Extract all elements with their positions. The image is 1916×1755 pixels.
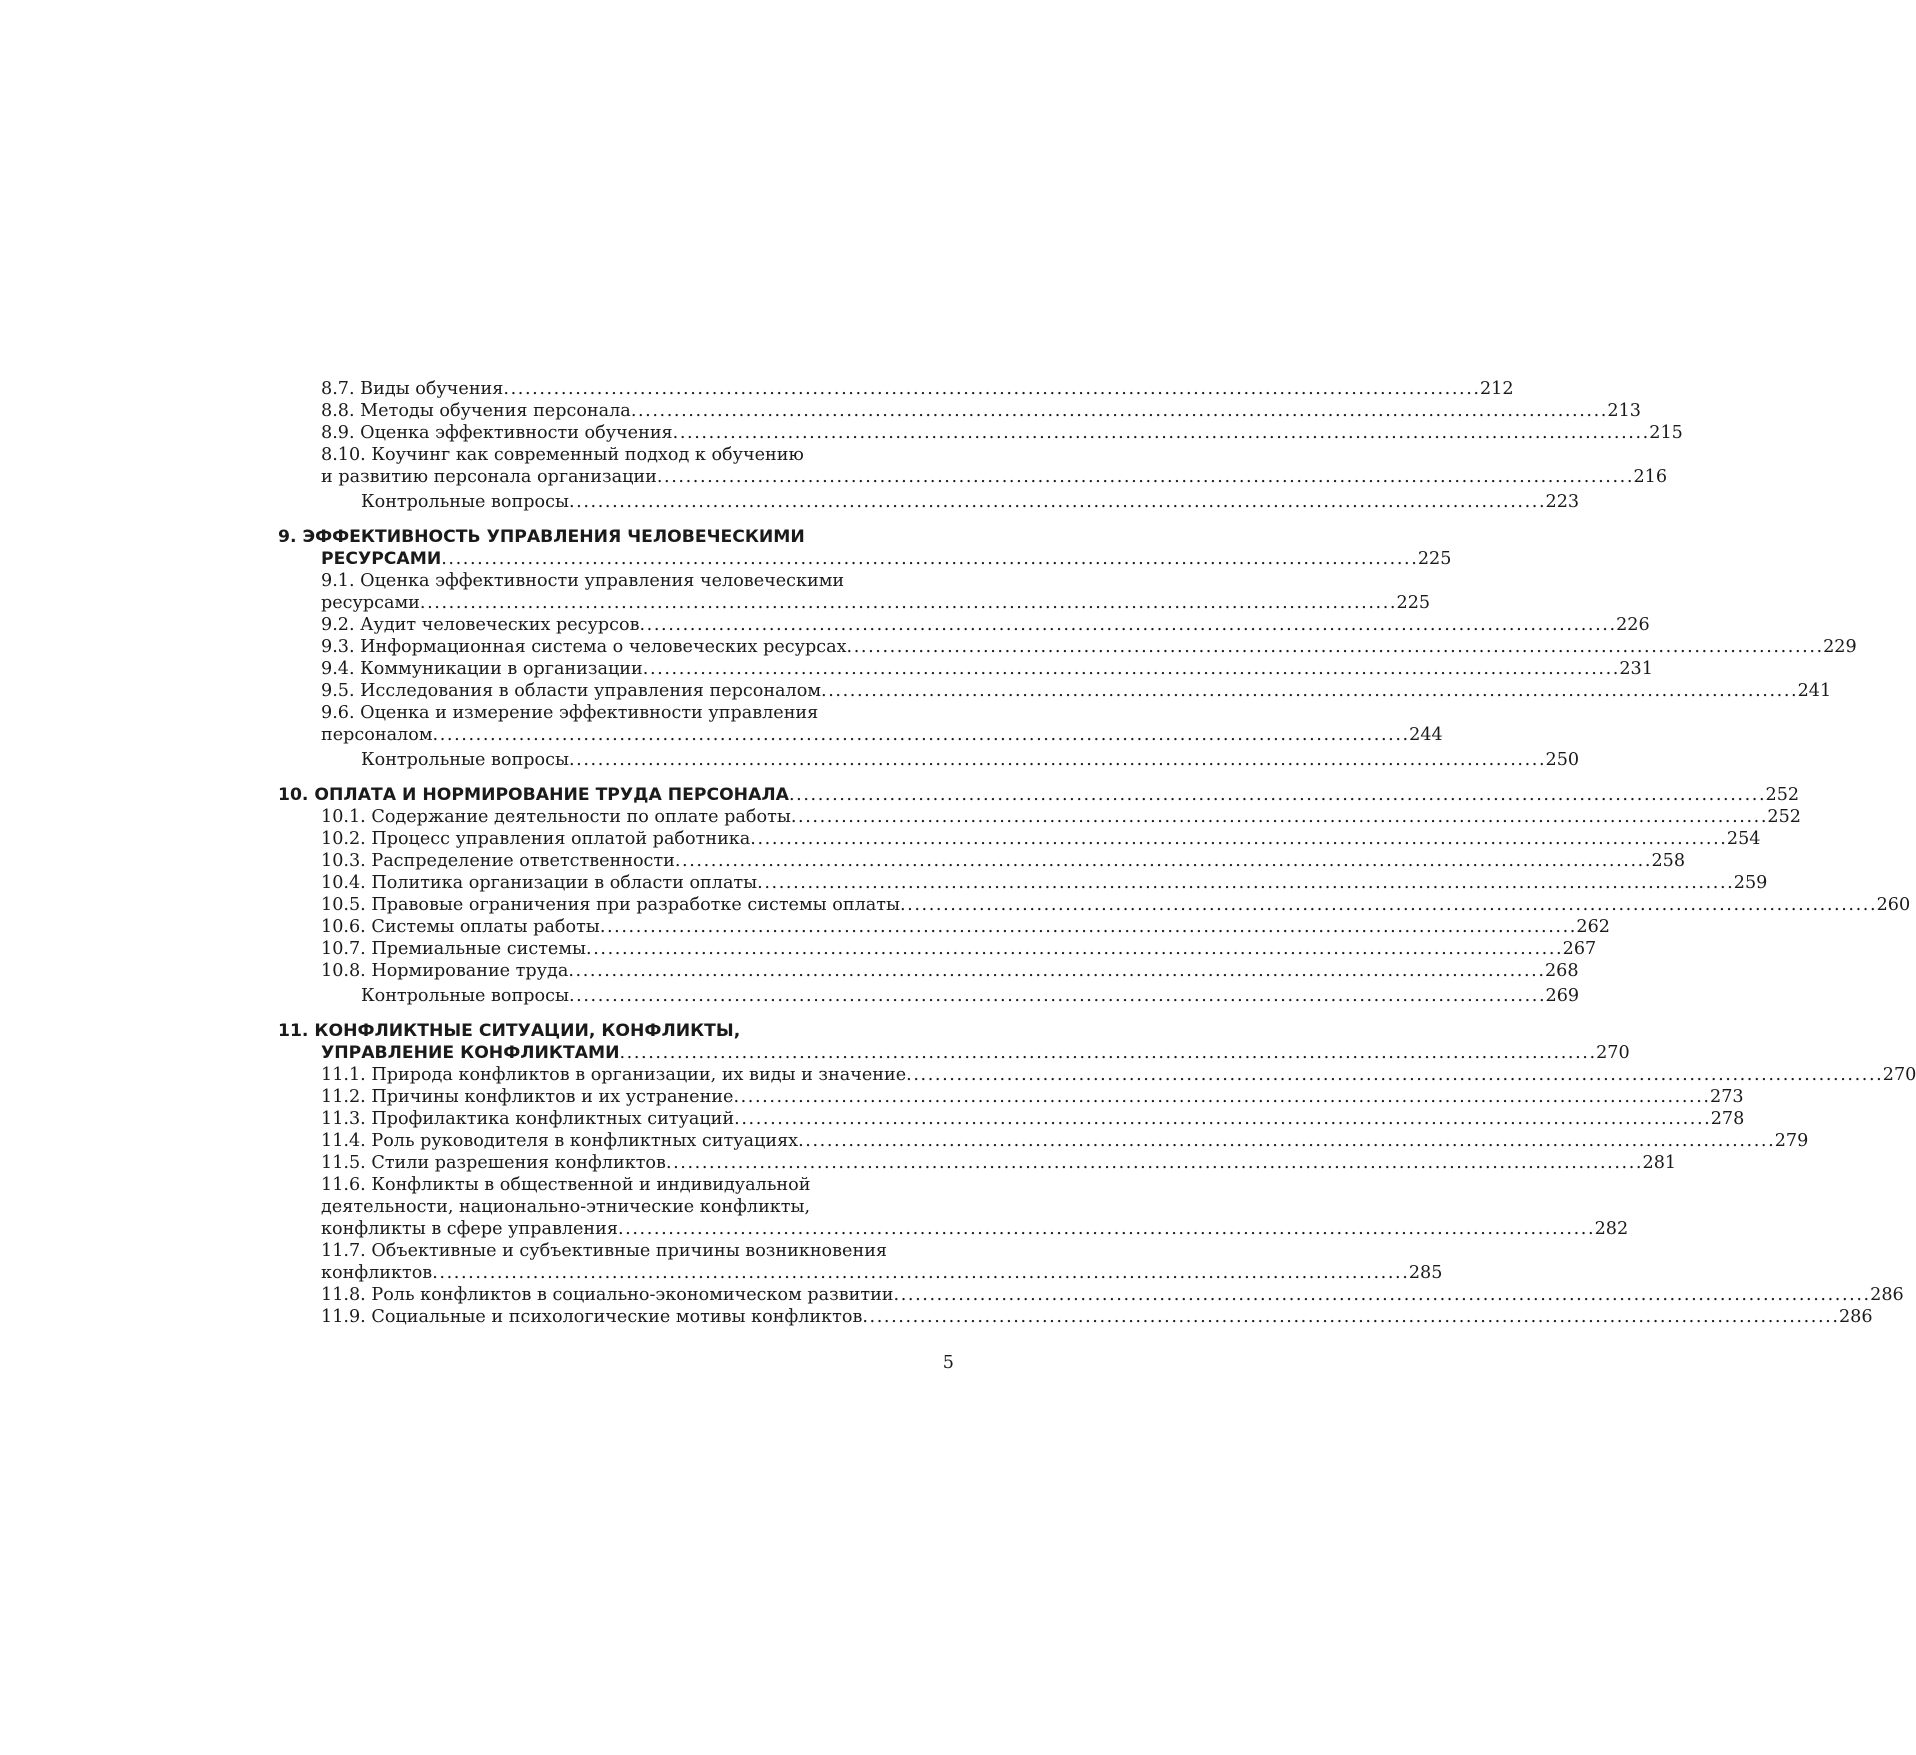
dot-leader xyxy=(847,636,1821,658)
toc-entry-page: 229 xyxy=(1823,637,1857,657)
toc-entry-title: 10.2. Процесс управления оплатой работника xyxy=(321,829,751,849)
toc-entry-page: 213 xyxy=(1607,401,1641,421)
toc-entry[interactable] xyxy=(278,1086,1744,1108)
toc-entry[interactable] xyxy=(278,680,1832,702)
dot-leader xyxy=(734,1108,1708,1130)
toc-entry-page: 281 xyxy=(1642,1153,1677,1173)
dot-leader xyxy=(862,1306,1836,1328)
toc-entry[interactable] xyxy=(278,400,1641,422)
dot-leader xyxy=(673,422,1647,444)
toc-entry-page: 254 xyxy=(1726,829,1761,849)
toc-entry-page: 231 xyxy=(1619,659,1653,679)
toc-entry-page: 212 xyxy=(1479,379,1514,399)
toc-entry-page: 225 xyxy=(1417,549,1452,569)
toc-entry[interactable] xyxy=(278,806,1802,828)
toc-chapter[interactable] xyxy=(278,1020,1630,1064)
toc-entry-title: 9.2. Аудит человеческих ресурсов xyxy=(321,615,640,635)
toc-entry-page: 215 xyxy=(1649,423,1683,443)
toc-entry[interactable] xyxy=(278,828,1761,850)
toc-entry[interactable] xyxy=(278,960,1579,982)
dot-leader xyxy=(750,828,1724,850)
toc-entry-title: 8.7. Виды обучения xyxy=(321,379,504,399)
table-of-contents xyxy=(278,378,1916,1328)
toc-entry-title: 11.8. Роль конфликтов в социально-экономическом развитии xyxy=(321,1285,894,1305)
toc-chapter-title-line: 9. ЭФФЕКТИВНОСТЬ УПРАВЛЕНИЯ ЧЕЛОВЕЧЕСКИМИ xyxy=(278,527,805,547)
dot-leader xyxy=(900,894,1874,916)
toc-entry-title: Контрольные вопросы xyxy=(361,750,569,770)
dot-leader xyxy=(441,548,1415,570)
toc-entry-title: 11.3. Профилактика конфликтных ситуаций xyxy=(321,1109,735,1129)
toc-entry-page: 278 xyxy=(1710,1109,1745,1129)
dot-leader xyxy=(600,916,1574,938)
toc-entry-title: 11.2. Причины конфликтов и их устранение xyxy=(321,1087,734,1107)
toc-entry-review-questions[interactable] xyxy=(278,749,1580,771)
dot-leader xyxy=(821,680,1795,702)
dot-leader xyxy=(733,1086,1707,1108)
toc-entry-page: 252 xyxy=(1765,785,1800,805)
toc-entry-page: 250 xyxy=(1545,750,1580,770)
toc-entry-title: 8.9. Оценка эффективности обучения xyxy=(321,423,673,443)
dot-leader xyxy=(639,614,1613,636)
toc-entry-title-line: 9.1. Оценка эффективности управления человеческими xyxy=(321,571,845,591)
dot-leader xyxy=(503,378,1477,400)
page-number: 5 xyxy=(942,1353,954,1373)
dot-leader xyxy=(643,658,1617,680)
toc-entry[interactable] xyxy=(278,636,1857,658)
toc-entry-page: 216 xyxy=(1633,467,1668,487)
toc-entry-page: 270 xyxy=(1596,1043,1630,1063)
toc-entry[interactable] xyxy=(278,702,1443,746)
dot-leader xyxy=(666,1152,1640,1174)
toc-entry[interactable] xyxy=(278,570,1431,614)
toc-entry-title: 11.4. Роль руководителя в конфликтных ситуациях xyxy=(321,1131,799,1151)
toc-entry-review-questions[interactable] xyxy=(278,985,1580,1007)
dot-leader xyxy=(675,850,1649,872)
dot-leader xyxy=(568,960,1542,982)
toc-entry[interactable] xyxy=(278,850,1686,872)
toc-entry-page: 270 xyxy=(1882,1065,1916,1085)
toc-entry-page: 226 xyxy=(1616,615,1650,635)
dot-leader xyxy=(420,592,1394,614)
toc-entry-title: 10.8. Нормирование труда xyxy=(321,961,569,981)
dot-leader xyxy=(906,1064,1880,1086)
toc-entry[interactable] xyxy=(278,1284,1904,1306)
dot-leader xyxy=(894,1284,1868,1306)
toc-entry[interactable] xyxy=(278,444,1668,488)
toc-entry-page: 269 xyxy=(1545,986,1580,1006)
toc-entry[interactable] xyxy=(278,894,1911,916)
toc-entry-title: 11.9. Социальные и психологические мотивы конфликтов xyxy=(321,1307,863,1327)
toc-entry-page: 273 xyxy=(1710,1087,1744,1107)
toc-entry-title-line: персоналом xyxy=(321,725,433,745)
toc-chapter-title-line: 11. КОНФЛИКТНЫЕ СИТУАЦИИ, КОНФЛИКТЫ, xyxy=(278,1021,741,1041)
toc-entry-page: 241 xyxy=(1797,681,1832,701)
toc-entry-title: 11.1. Природа конфликтов в организации, их виды и значение xyxy=(321,1065,907,1085)
toc-chapter-title-line: УПРАВЛЕНИЕ КОНФЛИКТАМИ xyxy=(321,1043,620,1063)
toc-entry[interactable] xyxy=(278,1306,1873,1328)
toc-entry-page: 252 xyxy=(1767,807,1802,827)
toc-entry-title: 8.8. Методы обучения персонала xyxy=(321,401,631,421)
toc-entry[interactable] xyxy=(278,916,1610,938)
toc-entry-page: 223 xyxy=(1545,492,1580,512)
toc-chapter-title-line: РЕСУРСАМИ xyxy=(321,549,442,569)
toc-entry-page: 259 xyxy=(1733,873,1768,893)
dot-leader xyxy=(798,1130,1772,1152)
toc-chapter-title: 10. ОПЛАТА И НОРМИРОВАНИЕ ТРУДА ПЕРСОНАЛА xyxy=(278,785,789,805)
toc-entry[interactable] xyxy=(278,614,1650,636)
dot-leader xyxy=(432,1262,1406,1284)
dot-leader xyxy=(569,749,1543,771)
toc-entry-title-line: 8.10. Коучинг как современный подход к обучению xyxy=(321,445,804,465)
toc-entry-review-questions[interactable] xyxy=(278,491,1580,513)
toc-entry[interactable] xyxy=(278,1130,1809,1152)
toc-entry-page: 286 xyxy=(1838,1307,1873,1327)
toc-entry-title: 10.3. Распределение ответственности xyxy=(321,851,675,871)
dot-leader xyxy=(789,784,1763,806)
toc-entry-page: 244 xyxy=(1409,725,1443,745)
dot-leader xyxy=(433,724,1407,746)
toc-entry-title: 9.3. Информационная система о человеческих ресурсах xyxy=(321,637,847,657)
toc-entry-title: 10.7. Премиальные системы xyxy=(321,939,587,959)
dot-leader xyxy=(791,806,1765,828)
toc-chapter[interactable] xyxy=(278,526,1452,570)
toc-entry-title: 10.4. Политика организации в области оплаты xyxy=(321,873,758,893)
toc-entry-title-line: конфликты в сфере управления xyxy=(321,1219,618,1239)
toc-entry-page: 225 xyxy=(1396,593,1431,613)
toc-entry-title: Контрольные вопросы xyxy=(361,986,569,1006)
toc-entry[interactable] xyxy=(278,1240,1443,1284)
toc-entry-page: 285 xyxy=(1408,1263,1443,1283)
toc-entry-page: 267 xyxy=(1562,939,1597,959)
toc-entry-page: 279 xyxy=(1774,1131,1809,1151)
toc-entry-title-line: 9.6. Оценка и измерение эффективности управления xyxy=(321,703,819,723)
toc-entry-title: 10.1. Содержание деятельности по оплате работы xyxy=(321,807,791,827)
dot-leader xyxy=(569,985,1543,1007)
toc-entry-title: 10.5. Правовые ограничения при разработке системы оплаты xyxy=(321,895,900,915)
toc-entry-title: 9.5. Исследования в области управления персоналом xyxy=(321,681,822,701)
toc-entry-page: 282 xyxy=(1594,1219,1629,1239)
toc-entry[interactable] xyxy=(278,422,1683,444)
toc-entry-title-line: деятельности, национально-этнические конфликты, xyxy=(321,1197,811,1217)
toc-entry[interactable] xyxy=(278,1108,1745,1130)
dot-leader xyxy=(618,1218,1592,1240)
toc-entry[interactable] xyxy=(278,938,1597,960)
dot-leader xyxy=(757,872,1731,894)
toc-entry-title-line: 11.6. Конфликты в общественной и индивидуальной xyxy=(321,1175,811,1195)
toc-entry-title-line: ресурсами xyxy=(321,593,420,613)
toc-entry[interactable] xyxy=(278,1064,1916,1086)
dot-leader xyxy=(569,491,1543,513)
toc-entry-title-line: 11.7. Объективные и субъективные причины возникновения xyxy=(321,1241,888,1261)
toc-entry-page: 262 xyxy=(1576,917,1610,937)
toc-entry-page: 286 xyxy=(1870,1285,1904,1305)
toc-entry-title-line: конфликтов xyxy=(321,1263,433,1283)
toc-entry[interactable] xyxy=(278,872,1768,894)
toc-entry-title: Контрольные вопросы xyxy=(361,492,569,512)
toc-chapter[interactable] xyxy=(278,784,1800,806)
toc-entry[interactable] xyxy=(278,1152,1677,1174)
toc-entry-page: 260 xyxy=(1876,895,1911,915)
toc-entry-title-line: и развитию персонала организации xyxy=(321,467,657,487)
toc-entry[interactable] xyxy=(278,658,1653,680)
toc-entry-page: 268 xyxy=(1544,961,1579,981)
dot-leader xyxy=(619,1042,1593,1064)
dot-leader xyxy=(657,466,1631,488)
toc-entry-title: 10.6. Системы оплаты работы xyxy=(321,917,600,937)
toc-entry[interactable] xyxy=(278,1174,1629,1240)
dot-leader xyxy=(631,400,1605,422)
toc-entry[interactable] xyxy=(278,378,1514,400)
toc-entry-page: 258 xyxy=(1651,851,1686,871)
dot-leader xyxy=(586,938,1560,960)
toc-entry-title: 9.4. Коммуникации в организации xyxy=(321,659,643,679)
toc-entry-title: 11.5. Стили разрешения конфликтов xyxy=(321,1153,666,1173)
